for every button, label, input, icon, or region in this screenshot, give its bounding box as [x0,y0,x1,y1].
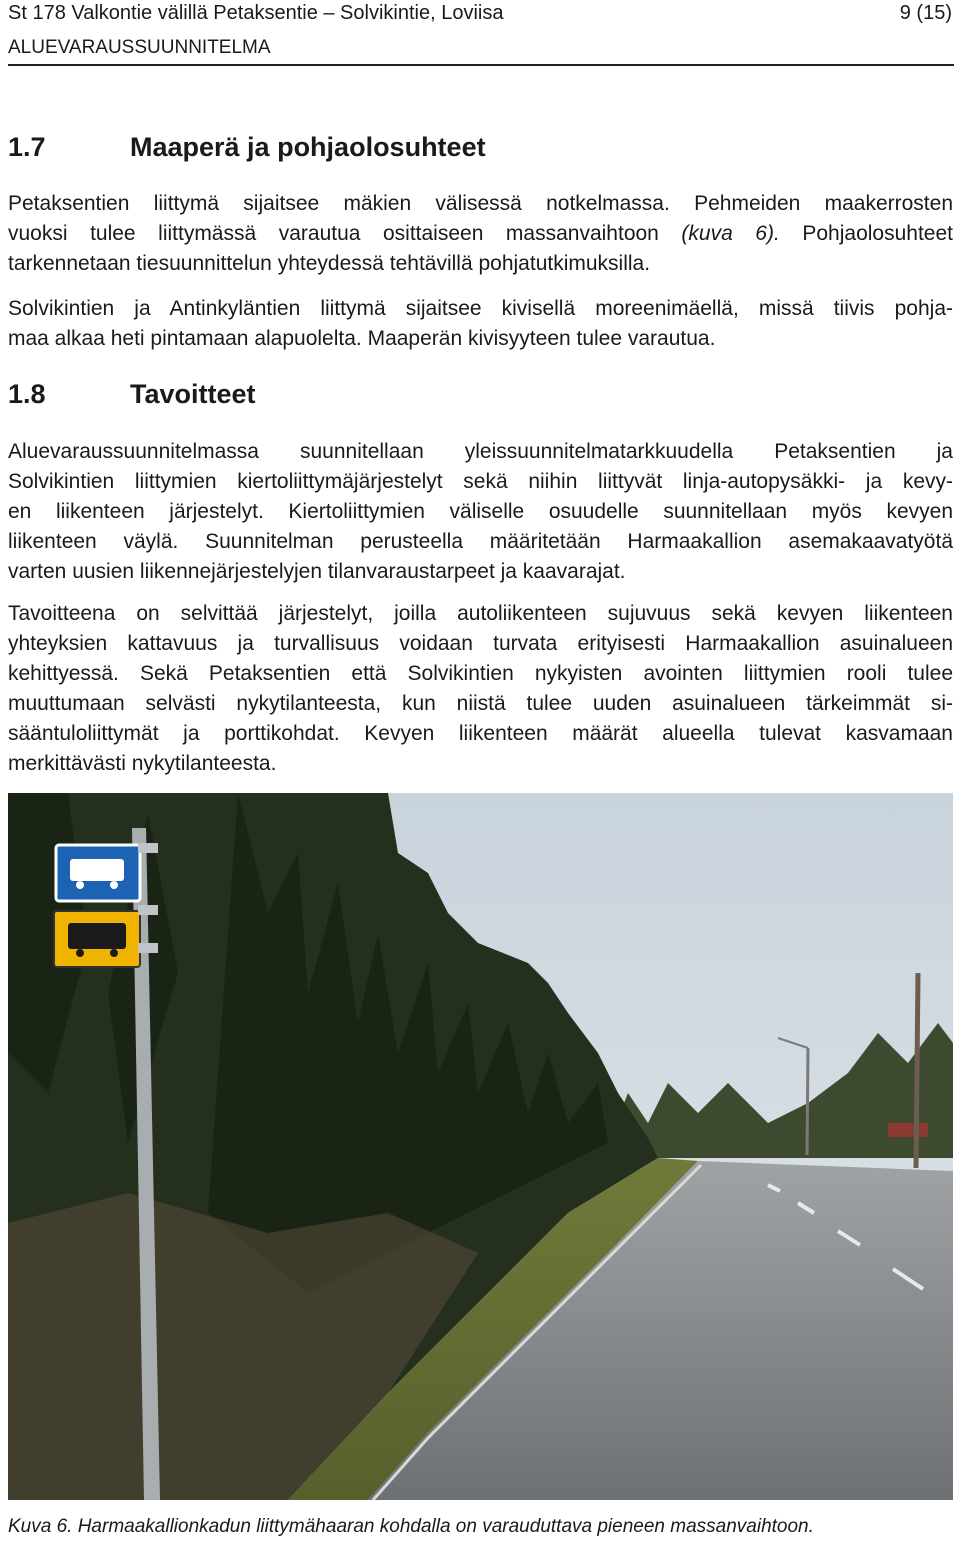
section-number: 1.8 [8,379,46,409]
paragraph-goals-1 [8,437,953,587]
figure-reference: (kuva 6). [681,222,780,245]
lamp-post [807,1048,808,1155]
sign-clamp [138,843,158,853]
document-title: St 178 Valkontie välillä Petaksentie – Solvikintie, Loviisa [8,2,504,24]
paragraph-goals-2 [8,599,953,779]
text-line: maa alkaa heti pintamaan alapuolelta. Maaperän kivisyyteen tulee varautua. [8,327,716,350]
text-line: liikenteen väylä. Suunnitelman perusteella määritetään Harmaakallion asemakaavatyötä [8,530,953,553]
document-subtitle: ALUEVARAUSSUUNNITELMA [8,37,271,58]
text-line: varten uusien liikennejärjestelyjen tilanvaraustarpeet ja kaavarajat. [8,560,626,583]
text-line: en liikenteen järjestelyt. Kiertoliittymien väliselle osuudelle suunnitellaan myös kevyen [8,500,953,523]
figure-caption: Kuva 6. Harmaakallionkadun liittymähaaran kohdalla on varauduttava pieneen massanvaihtoon. [8,1516,814,1537]
page-number: 9 (15) [899,2,952,24]
bus-stop-sign-blue [56,845,140,901]
sign-clamp [138,943,158,953]
road-photo-illustration [8,793,953,1500]
section-title: Maaperä ja pohjaolosuhteet [130,132,486,162]
page-header [8,0,954,66]
text-line: Aluevaraussuunnitelmassa suunnitellaan yleissuunnitelmatarkkuudella Petaksentien ja [8,440,953,463]
text-line: Solvikintien ja Antinkyläntien liittymä sijaitsee kivisellä moreenimäellä, missä tiivis pohja- [8,297,953,320]
text-segment: vuoksi tulee liittymässä varautua osittaiseen massanvaihtoon [8,222,682,245]
sign-clamp [138,905,158,915]
text-line: Petaksentien liittymä sijaitsee mäkien välisessä notkelmassa. Pehmeiden maakerrosten [8,192,953,215]
text-line [8,219,953,249]
section-heading-1-7 [8,132,486,163]
bus-stop-sign-yellow [54,911,140,967]
text-line: yhteyksien kattavuus ja turvallisuus voidaan turvata erityisesti Harmaakallion asuinalueen [8,632,953,655]
road-photo [8,793,953,1500]
text-line: Tavoitteena on selvittää järjestelyt, joilla autoliikenteen sujuvuus sekä kevyen liikenteen [8,602,953,625]
utility-pole [916,973,918,1168]
section-title: Tavoitteet [130,379,256,409]
section-number: 1.7 [8,132,46,162]
text-line: tarkennetaan tiesuunnittelun yhteydessä tehtävillä pohjatutkimuksilla. [8,252,651,275]
text-line: Solvikintien liittymien kiertoliittymäjärjestelyt sekä niihin liittyvät linja-autopysäkki- ja kevy- [8,470,953,493]
house [888,1123,928,1137]
text-line: merkittävästi nykytilanteesta. [8,752,277,775]
section-heading-1-8 [8,379,256,410]
text-line: kehittyessä. Sekä Petaksentien että Solvikintien nykyisten avointen liittymien rooli tulee [8,662,953,685]
paragraph-soil-2 [8,294,953,354]
text-line: muuttumaan selvästi nykytilanteesta, kun niistä tulee uuden asuinalueen tärkeimmät si- [8,692,953,715]
text-segment: Pohjaolosuhteet [779,222,953,245]
text-line: sääntuloliittymät ja porttikohdat. Kevyen liikenteen määrät alueella tulevat kasvamaan [8,722,953,745]
paragraph-soil-1 [8,189,953,279]
